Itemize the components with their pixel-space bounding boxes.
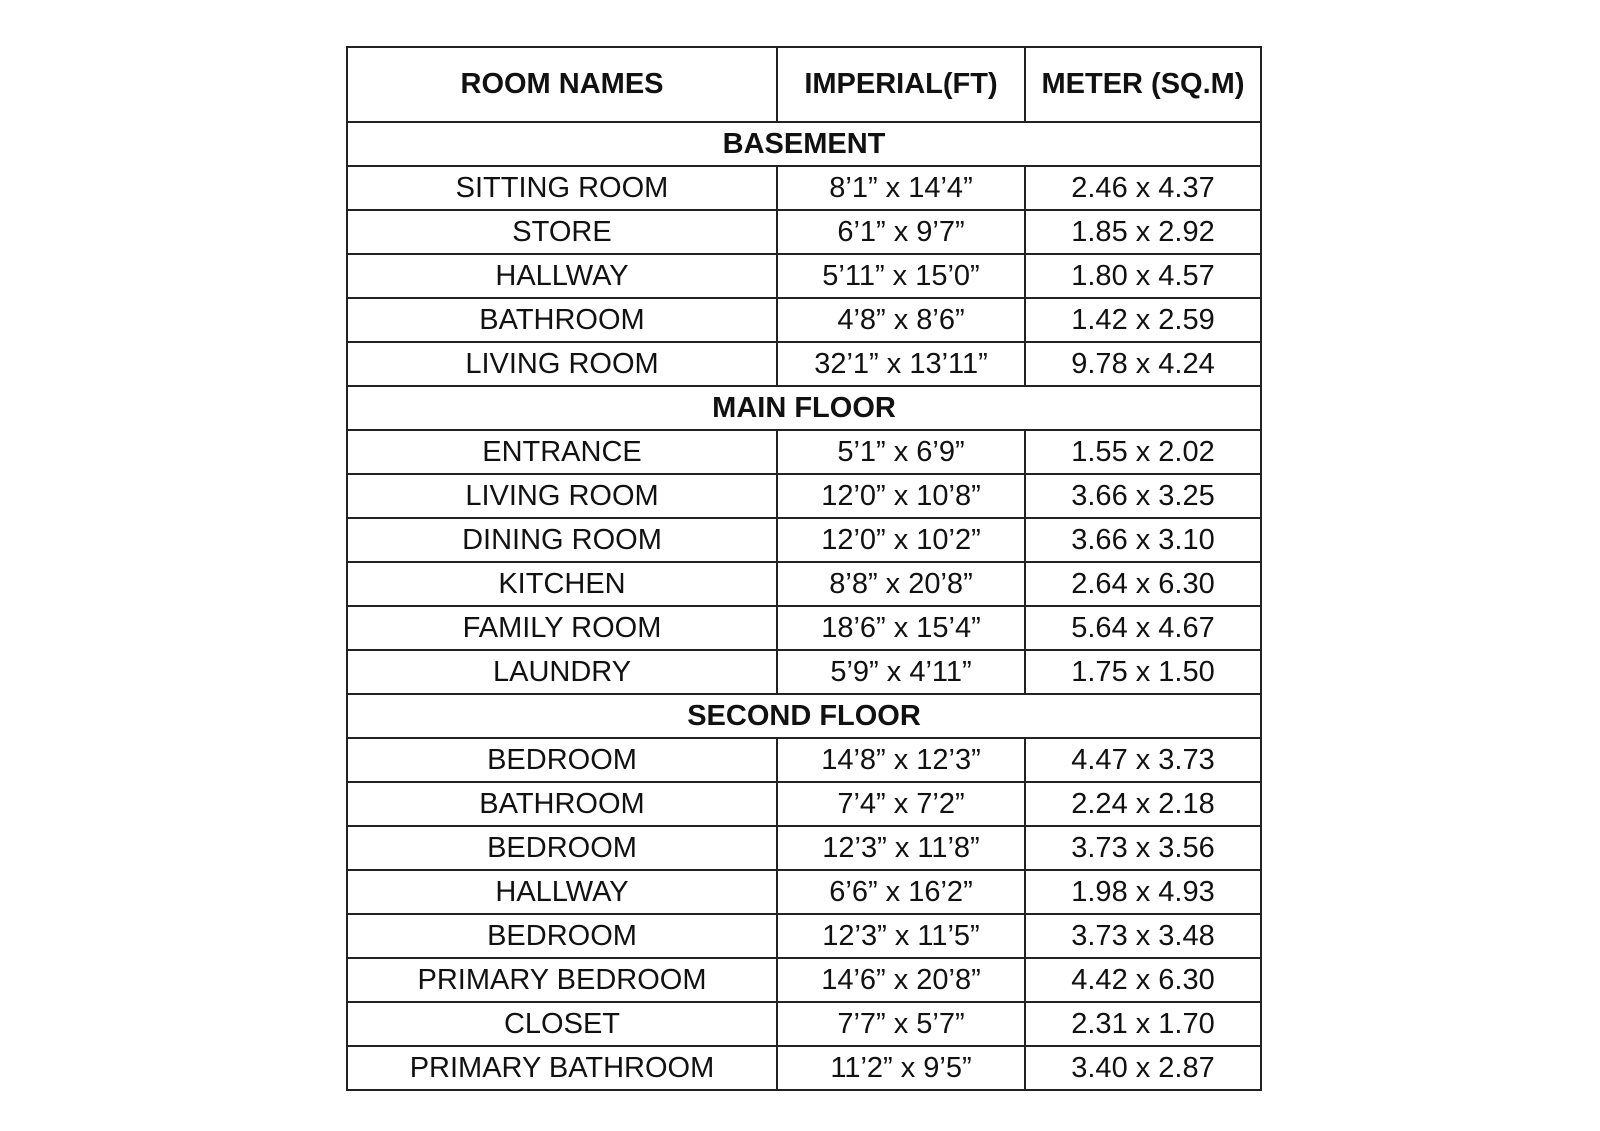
table-row (347, 606, 1261, 650)
table-body (347, 122, 1261, 1090)
section-title: SECOND FLOOR (347, 694, 1261, 738)
metric-cell: 1.55 x 2.02 (1025, 430, 1261, 474)
section-row (347, 386, 1261, 430)
imperial-cell: 18’6” x 15’4” (777, 606, 1025, 650)
room-name-cell: BATHROOM (347, 298, 777, 342)
table-row (347, 254, 1261, 298)
metric-cell: 1.85 x 2.92 (1025, 210, 1261, 254)
metric-cell: 4.42 x 6.30 (1025, 958, 1261, 1002)
table-row (347, 826, 1261, 870)
imperial-cell: 6’1” x 9’7” (777, 210, 1025, 254)
table-row (347, 430, 1261, 474)
section-row (347, 122, 1261, 166)
imperial-cell: 12’3” x 11’5” (777, 914, 1025, 958)
imperial-cell: 8’8” x 20’8” (777, 562, 1025, 606)
metric-cell: 4.47 x 3.73 (1025, 738, 1261, 782)
room-name-cell: DINING ROOM (347, 518, 777, 562)
imperial-cell: 12’0” x 10’2” (777, 518, 1025, 562)
metric-cell: 3.40 x 2.87 (1025, 1046, 1261, 1090)
room-dimensions-table (346, 46, 1262, 1091)
imperial-cell: 8’1” x 14’4” (777, 166, 1025, 210)
metric-cell: 2.46 x 4.37 (1025, 166, 1261, 210)
table-row (347, 474, 1261, 518)
room-name-cell: HALLWAY (347, 870, 777, 914)
table-row (347, 562, 1261, 606)
table-row (347, 342, 1261, 386)
room-name-cell: PRIMARY BEDROOM (347, 958, 777, 1002)
room-name-cell: ENTRANCE (347, 430, 777, 474)
metric-cell: 2.31 x 1.70 (1025, 1002, 1261, 1046)
table-row (347, 1046, 1261, 1090)
imperial-cell: 5’1” x 6’9” (777, 430, 1025, 474)
table-row (347, 210, 1261, 254)
metric-cell: 1.42 x 2.59 (1025, 298, 1261, 342)
imperial-cell: 12’0” x 10’8” (777, 474, 1025, 518)
room-name-cell: FAMILY ROOM (347, 606, 777, 650)
metric-cell: 3.66 x 3.10 (1025, 518, 1261, 562)
imperial-cell: 14’6” x 20’8” (777, 958, 1025, 1002)
room-name-cell: BATHROOM (347, 782, 777, 826)
room-name-cell: STORE (347, 210, 777, 254)
header-metric: METER (SQ.M) (1025, 47, 1261, 122)
imperial-cell: 12’3” x 11’8” (777, 826, 1025, 870)
imperial-cell: 14’8” x 12’3” (777, 738, 1025, 782)
metric-cell: 3.66 x 3.25 (1025, 474, 1261, 518)
imperial-cell: 7’4” x 7’2” (777, 782, 1025, 826)
metric-cell: 2.64 x 6.30 (1025, 562, 1261, 606)
table-row (347, 1002, 1261, 1046)
metric-cell: 1.98 x 4.93 (1025, 870, 1261, 914)
room-name-cell: KITCHEN (347, 562, 777, 606)
header-row (347, 47, 1261, 122)
room-name-cell: BEDROOM (347, 826, 777, 870)
room-name-cell: BEDROOM (347, 738, 777, 782)
imperial-cell: 4’8” x 8’6” (777, 298, 1025, 342)
room-name-cell: LIVING ROOM (347, 342, 777, 386)
table-row (347, 870, 1261, 914)
table-row (347, 298, 1261, 342)
room-name-cell: CLOSET (347, 1002, 777, 1046)
table-row (347, 518, 1261, 562)
imperial-cell: 5’9” x 4’11” (777, 650, 1025, 694)
metric-cell: 2.24 x 2.18 (1025, 782, 1261, 826)
imperial-cell: 5’11” x 15’0” (777, 254, 1025, 298)
metric-cell: 1.75 x 1.50 (1025, 650, 1261, 694)
header-room-names: ROOM NAMES (347, 47, 777, 122)
room-name-cell: PRIMARY BATHROOM (347, 1046, 777, 1090)
room-name-cell: BEDROOM (347, 914, 777, 958)
imperial-cell: 32’1” x 13’11” (777, 342, 1025, 386)
imperial-cell: 7’7” x 5’7” (777, 1002, 1025, 1046)
room-name-cell: HALLWAY (347, 254, 777, 298)
table-row (347, 650, 1261, 694)
metric-cell: 1.80 x 4.57 (1025, 254, 1261, 298)
table-row (347, 166, 1261, 210)
table-row (347, 738, 1261, 782)
room-name-cell: LAUNDRY (347, 650, 777, 694)
table-row (347, 958, 1261, 1002)
metric-cell: 9.78 x 4.24 (1025, 342, 1261, 386)
section-title: MAIN FLOOR (347, 386, 1261, 430)
header-imperial: IMPERIAL(FT) (777, 47, 1025, 122)
room-name-cell: LIVING ROOM (347, 474, 777, 518)
imperial-cell: 6’6” x 16’2” (777, 870, 1025, 914)
metric-cell: 3.73 x 3.56 (1025, 826, 1261, 870)
metric-cell: 3.73 x 3.48 (1025, 914, 1261, 958)
table-row (347, 914, 1261, 958)
section-title: BASEMENT (347, 122, 1261, 166)
imperial-cell: 11’2” x 9’5” (777, 1046, 1025, 1090)
room-name-cell: SITTING ROOM (347, 166, 777, 210)
table-row (347, 782, 1261, 826)
metric-cell: 5.64 x 4.67 (1025, 606, 1261, 650)
section-row (347, 694, 1261, 738)
